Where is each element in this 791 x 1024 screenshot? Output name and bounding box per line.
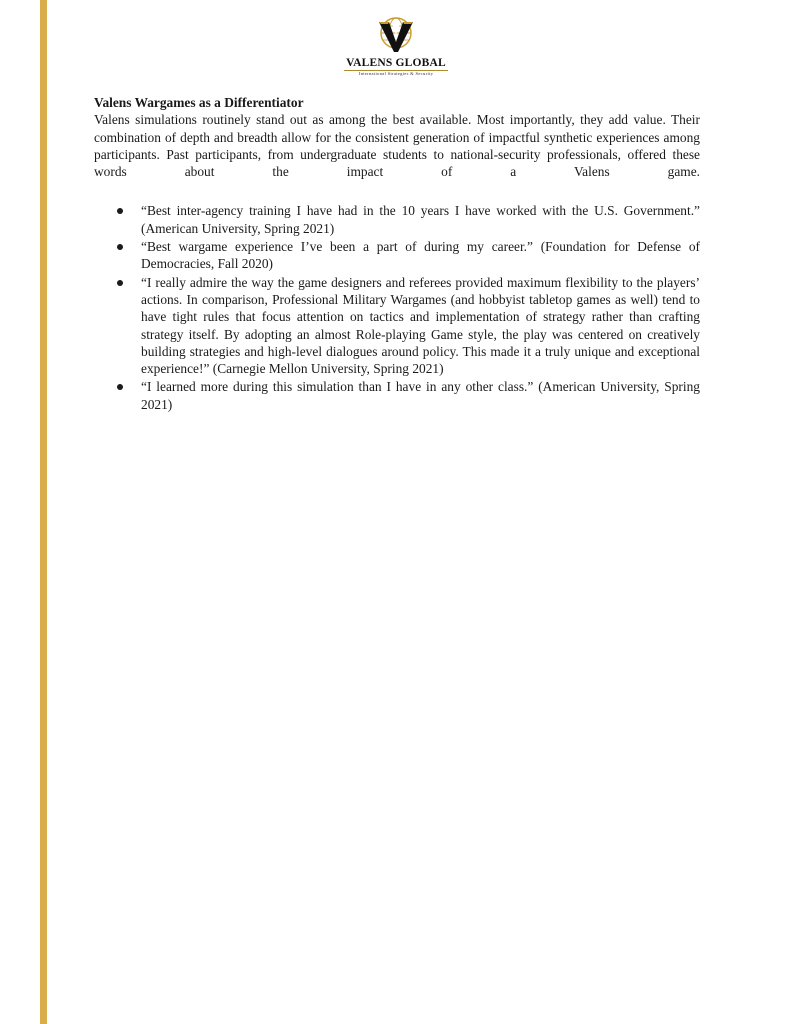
logo-tagline: International Strategies & Security — [344, 70, 448, 77]
bullet-icon — [117, 384, 123, 390]
list-item — [94, 202, 700, 237]
bullet-icon — [117, 208, 123, 214]
section-heading: Valens Wargames as a Differentiator — [94, 95, 304, 110]
bullet-icon — [117, 244, 123, 250]
main-content — [94, 94, 700, 414]
valens-v-globe-icon — [372, 16, 420, 56]
list-item — [94, 378, 700, 413]
bullet-icon — [117, 280, 123, 286]
testimonial-text: “Best wargame experience I’ve been a part of during my career.” (Foundation for Defense of Democracies, Fall 2020) — [141, 239, 700, 272]
testimonial-text: “Best inter-agency training I have had in the 10 years I have worked with the U.S. Government.” (American University, Spring 2021) — [141, 203, 700, 236]
testimonial-text: “I really admire the way the game designers and referees provided maximum flexibility to the players’ actions. In comparison, Professional Military Wargames (and hobbyist tabletop games as well) tend to have tight rules that focus attention on tactics and implementation of strategy rather than crafting strategy itself. By adopting an almost Role-playing Game style, the play was centered on creatively building strategies and high-level dialogues around policy. This made it a truly unique and exceptional experience!” (Carnegie Mellon University, Spring 2021) — [141, 274, 700, 377]
list-item — [94, 238, 700, 273]
left-gold-rule — [40, 0, 47, 1024]
testimonial-text: “I learned more during this simulation than I have in any other class.” (American University, Spring 2021) — [141, 379, 700, 412]
intro-paragraph: Valens simulations routinely stand out as among the best available. Most importantly, they add value. Their combination of depth and breadth allow for the consistent generation of impactful synthetic experiences among participants. Past participants, from undergraduate students to national-security professionals, offered these words about the impact of a Valens game. — [94, 112, 700, 180]
list-item — [94, 274, 700, 378]
valens-global-logo — [340, 16, 452, 80]
logo-wordmark: VALENS GLOBAL — [346, 57, 446, 69]
testimonial-list — [94, 202, 700, 413]
